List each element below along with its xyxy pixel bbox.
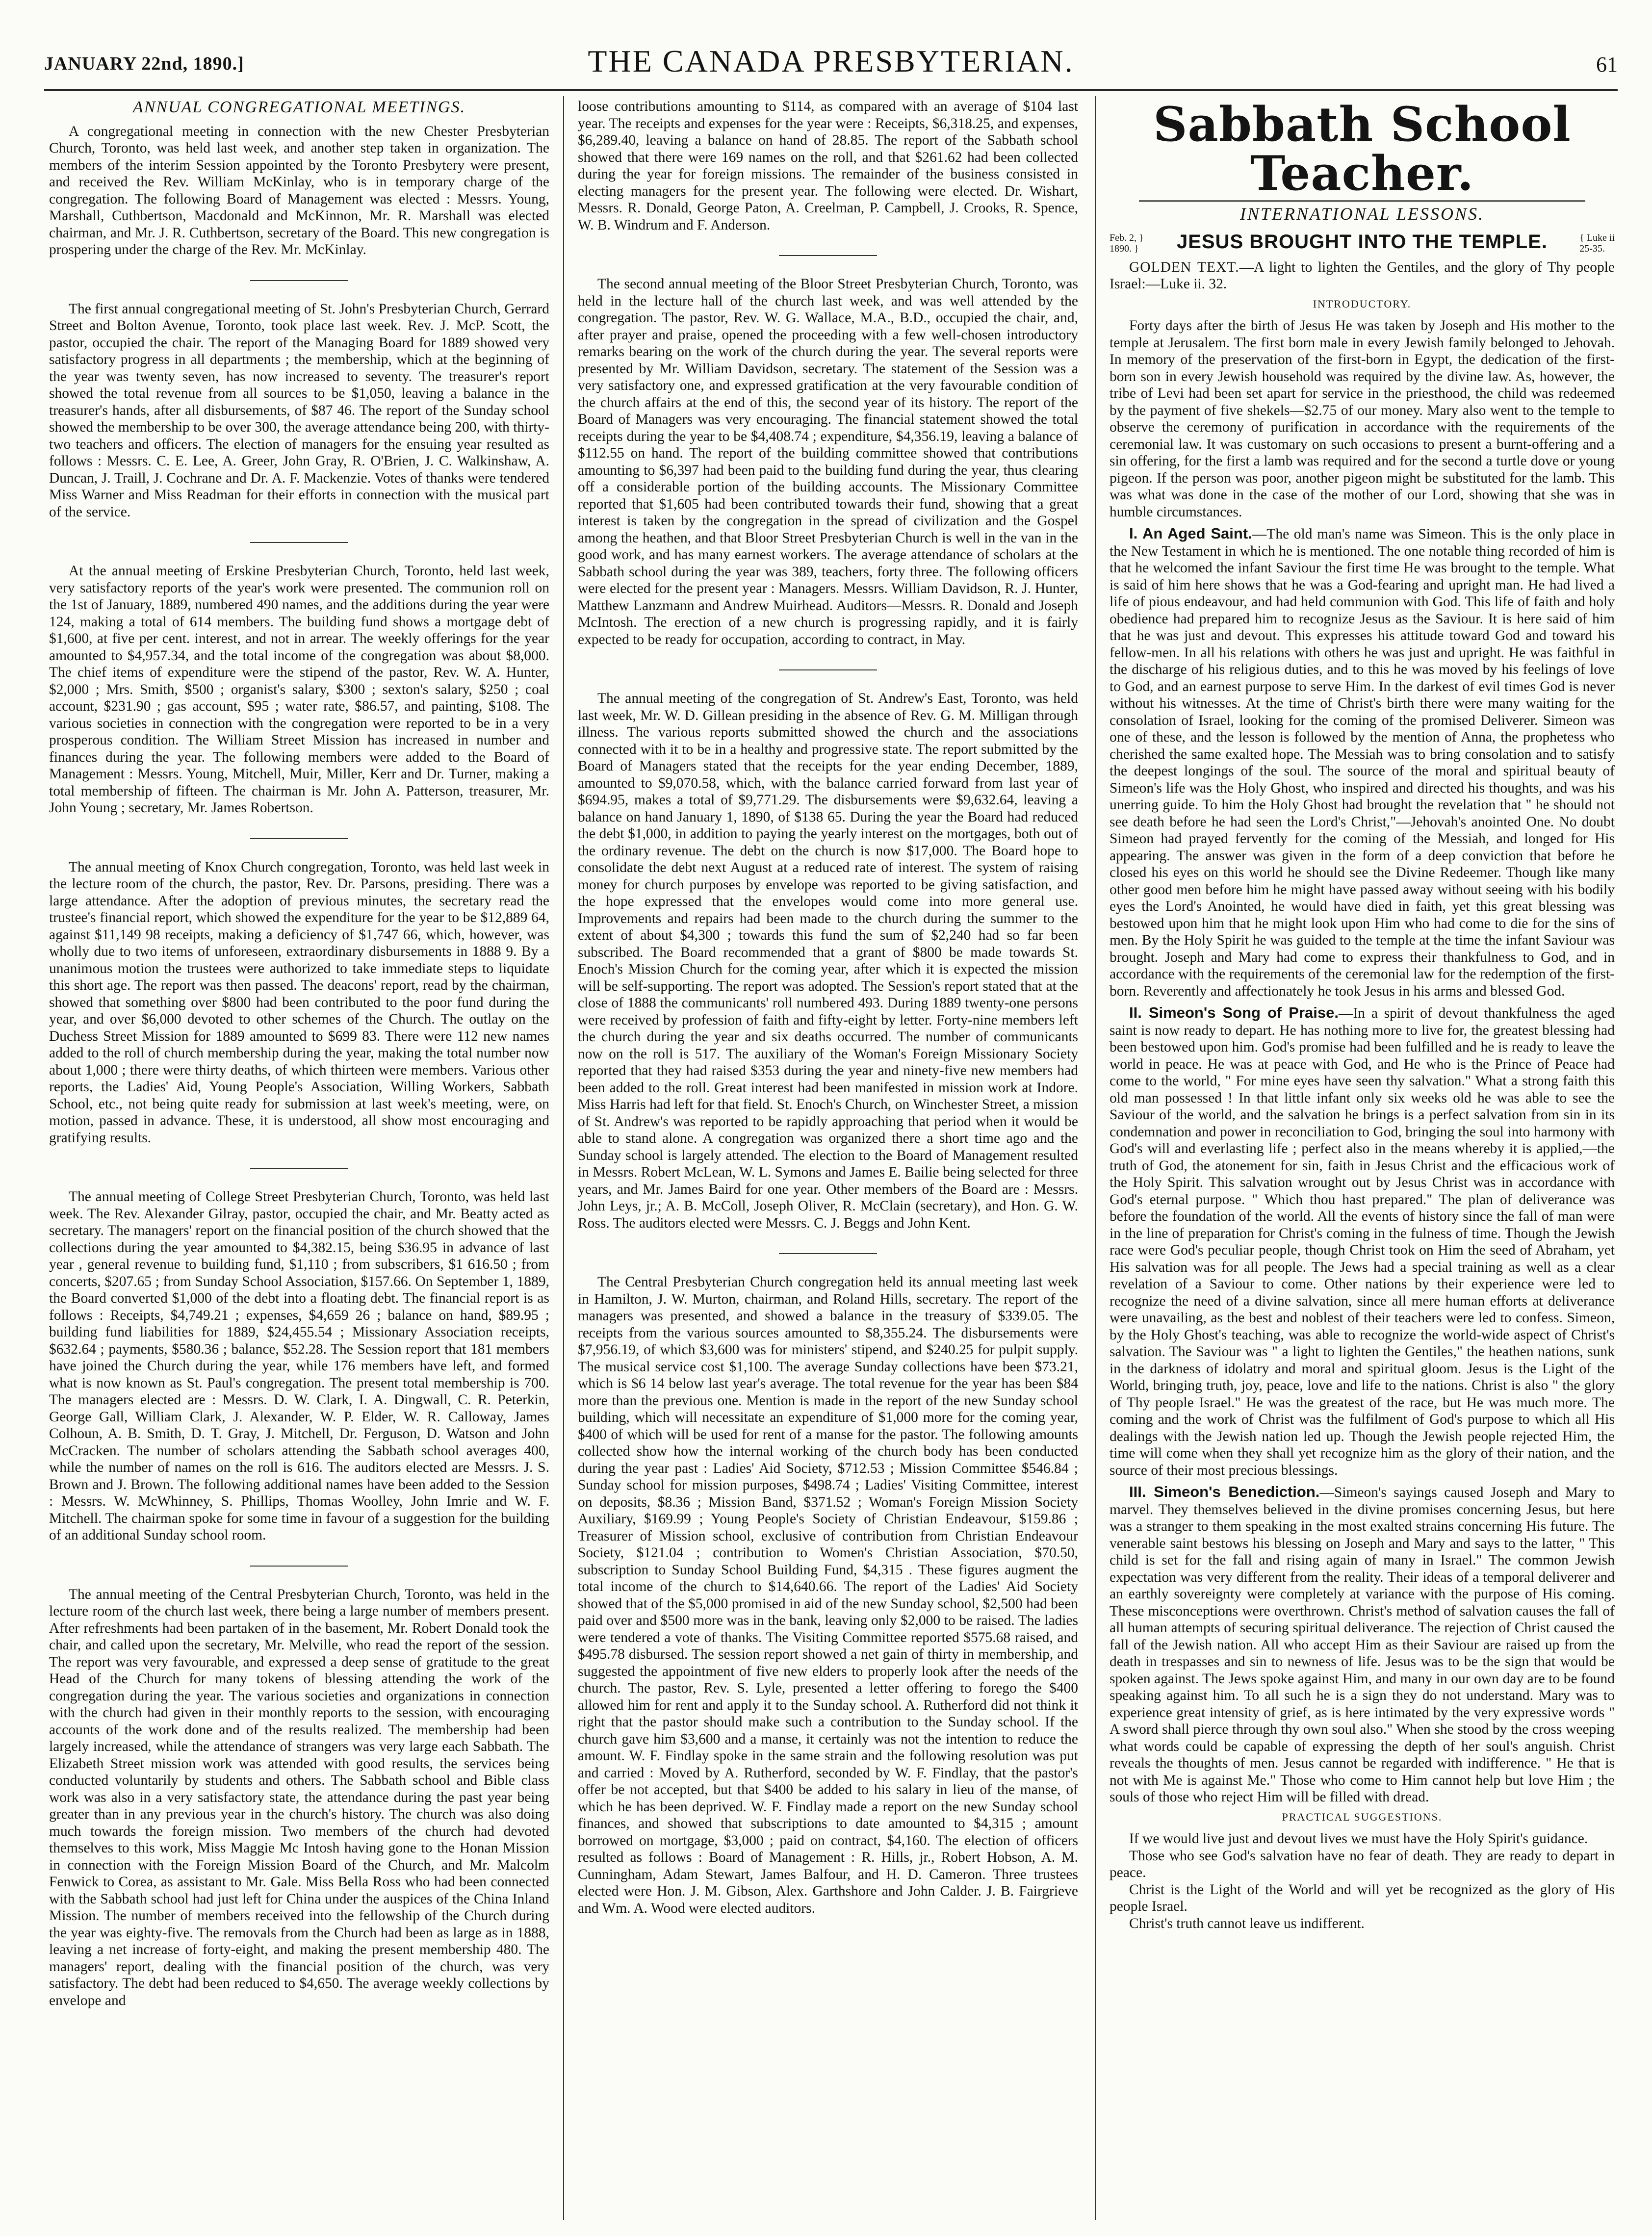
lessons-subhead: INTERNATIONAL LESSONS. bbox=[1239, 204, 1485, 224]
column-2 bbox=[578, 98, 1078, 2217]
lesson-section-title: I. An Aged Saint. bbox=[1129, 525, 1252, 542]
article-paragraph: The annual meeting of the Central Presbyterian Church, Toronto, was held in the lecture room of the church last week, there being a large number of members present. After refreshments had been partaken of in the basement, Mr. Robert Donald took the chair, and called upon the secretary, Mr. Melville, who read the report of the session. The report was very favourable, and expressed a deep sense of gratitude to the great Head of the Church for many tokens of blessing attending the work of the congregation during the year. The various societies and organizations in connection with the church had given in their monthly reports to the session, with encouraging accounts of the work done and of the results realized. The membership had been largely increased, while the attendance of strangers was very large each Sabbath. The Elizabeth Street mission work was attended with good results, the services being conducted voluntarily by students and others. The Sabbath school and Bible class work was also in a very satisfactory state, the attendance during the past year being greater than in any previous year in the church's history. The church was also doing much towards the foreign mission. Two members of the church had devoted themselves to this work, Miss Maggie Mc Intosh having gone to the Honan Mission in connection with the Foreign Mission Board of the Church, and Mr. Malcolm Fenwick to Corea, as assistant to Mr. Gale. Miss Bella Ross who had been connected with the Sabbath school had just left for China under the auspices of the China Inland Mission. The number of members received into the fellowship of the Church during the year was eighty-five. The removals from the Church had been as large as in 1888, leaving a net increase of forty-eight, and making the present membership 480. The managers' report, dealing with the financial position of the church, was very satisfactory. The debt had been reduced to $4,650. The average weekly collections by envelope and bbox=[49, 1586, 549, 2008]
header-rule bbox=[44, 89, 1618, 91]
lesson-title: JESUS BROUGHT INTO THE TEMPLE. bbox=[1177, 231, 1548, 253]
lesson-title-row bbox=[1110, 231, 1615, 259]
practical-item: Those who see God's salvation have no fear of death. They are ready to depart in peace. bbox=[1110, 1848, 1615, 1880]
lesson-section-title: III. Simeon's Benediction. bbox=[1129, 1483, 1320, 1500]
practical-item: If we would live just and devout lives we must have the Holy Spirit's guidance. bbox=[1129, 1831, 1588, 1847]
article-divider bbox=[779, 669, 877, 670]
article-paragraph: At the annual meeting of Erskine Presbyterian Church, Toronto, held last week, very satisfactory reports of the year's work were presented. The communion roll on the 1st of January, 1889, numbered 490 names, and the additions during the year were 124, making a total of 614 members. The building fund shows a mortgage debt of $1,600, at five per cent. interest, and not in arrear. The weekly offerings for the year amounted to $4,957.34, and the total income of the congregation was about $8,000. The chief items of expenditure were the stipend of the pastor, Rev. W. A. Hunter, $2,000 ; Mrs. Smith, $500 ; organist's salary, $300 ; sexton's salary, $250 ; coal account, $231.90 ; gas account, $95 ; water rate, $86.57, and painting, $108. The various societies in connection with the congregation were reported to be in a very prosperous condition. The William Street Mission has increased in number and finances during the year. The following members were added to the Board of Management : Messrs. Young, Mitchell, Muir, Miller, Kerr and Dr. Turner, making a total membership of fifteen. The chairman is Mr. John A. Patterson, treasurer, Mr. John Young ; secretary, Mr. James Robertson. bbox=[49, 563, 549, 816]
introductory-heading: INTRODUCTORY. bbox=[1313, 297, 1412, 310]
column-1 bbox=[49, 98, 549, 2217]
golden-text-body: —A light to lighten the Gentiles, and the glory of Thy people Israel:—Luke ii. 32. bbox=[1110, 259, 1615, 292]
lesson-date-line: 1890. } bbox=[1110, 243, 1139, 254]
lesson-section bbox=[1110, 1484, 1615, 1806]
column-divider bbox=[1095, 96, 1096, 2220]
issue-date: JANUARY 22nd, 1890.] bbox=[44, 53, 244, 74]
lesson-section-text: —In a spirit of devout thankfulness the aged saint is now ready to depart. He has nothing more to live for, the greatest blessing had been bestowed upon him. God's promise had been fulfilled and he is ready to leave the world in peace. He was at peace with God, and He who is the Prince of Peace had come to the world, " For mine eyes have seen thy salvation." What a strong faith this old man possessed ! In that little infant only six weeks old he was able to see the Saviour of the world, and the salvation he brings is a perfect salvation from sin in its condemnation and power in reconciliation to God, bringing the soul into harmony with God's will and everlasting life ; perfect also in the means whereby it is applied,—the truth of God, the atonement for sin, faith in Jesus Christ and the efficacious work of the Holy Spirit. This salvation wrought out by Jesus Christ was in accordance with God's eternal purpose. " Which thou hast prepared." The plan of deliverance was before the foundation of the world. All the events of history since the fall of man were in the line of preparation for Christ's coming in the fulness of time. Though the Jewish race were God's peculiar people, though Christ took on Him the seed of Abraham, yet His salvation was for all people. The Jews had a special training as well as a clear revelation of a Saviour to come. Other nations by their experience were led to recognize the need of a divine salvation, since all mere human efforts at deliverance were unavailing, as the best and noblest of their teachers were led to confess. Simeon, by the Holy Ghost's teaching, was able to recognize the world-wide aspect of Christ's salvation. The Saviour was " a light to lighten the Gentiles," the heathen nations, sunk in the darkness of idolatry and moral and spiritual gloom. Jesus is the Light of the World, bringing truth, joy, peace, love and life to the nations. Christ is also " the glory of Thy people Israel." He was the greatest of the race, but He was much more. The coming and the work of Christ was the fulfilment of God's purpose to which all His dealings with the Jewish nation led up. Though the Jewish people rejected Him, the time will come when they shall yet recognize him as the glory of their nation, and the source of their most precious blessings. bbox=[1110, 1005, 1615, 1478]
golden-text bbox=[1110, 259, 1615, 293]
lesson-reference bbox=[1579, 232, 1615, 254]
page-header bbox=[44, 43, 1618, 87]
lesson-section-title: II. Simeon's Song of Praise. bbox=[1129, 1004, 1339, 1021]
section-heading: ANNUAL CONGREGATIONAL MEETINGS. bbox=[132, 98, 466, 116]
article-paragraph: The Central Presbyterian Church congregation held its annual meeting last week in Hamilton, J. W. Murton, chairman, and Roland Hills, secretary. The report of the managers was presented, and showed a balance in the treasury of $339.05. The receipts from the various sources amounted to $8,355.24. The disbursements were $7,956.19, of which $3,600 was for ministers' stipend, and $240.25 for pulpit supply. The musical service cost $1,100. The average Sunday collections have been $73.21, which is $6 14 below last year's average. The total revenue for the year has been $84 more than the previous one. Mention is made in the report of the new Sunday school building, which will necessitate an expenditure of $1,000 more for the coming year, $400 of which will be used for rent of a manse for the pastor. The following amounts collected show how the internal working of the church body has been conducted during the year past : Ladies' Aid Society, $712.53 ; Mission Committee $546.84 ; Sunday school for mission purposes, $498.74 ; Ladies' Visiting Committee, interest on deposits, $8.36 ; Mission Band, $371.52 ; Woman's Foreign Mission Society Auxiliary, $169.99 ; Young People's Society of Christian Endeavour, $159.86 ; Treasurer of Mission school, exclusive of contribution from Christian Endeavour Society, $121.04 ; contribution to Women's Christian Association, $70.50, subscription to Sunday School Building Fund, $4,315 . These figures augment the total income of the church to $14,640.66. The report of the Ladies' Aid Society showed that of the $5,000 promised in aid of the new Sunday school, $2,500 had been paid over and $500 more was in the bank, leaving only $2,000 to be raised. The ladies were tendered a vote of thanks. The Visiting Committee reported $575.68 raised, and $495.78 disbursed. The session report showed a net gain of thirty in membership, and suggested the appointment of five new elders to properly look after the needs of the church. The pastor, Rev. S. Lyle, presented a letter offering to forego the $400 allowed him for rent and apply it to the Sunday school. A. Rutherford did not think it right that the pastor should make such a contribution to the Sunday school. If the church gave him $3,600 and a manse, it certainly was not the intention to reduce the amount. W. F. Findlay spoke in the same strain and the following resolution was put and carried : Moved by A. Rutherford, seconded by W. F. Findlay, that the pastor's offer be not accepted, but that $400 be added to his salary in lieu of the manse, of which he has been deprived. W. F. Findlay made a report on the new Sunday school finances, and showed that subscriptions to date amounted to $4,315 ; amount borrowed on mortgage, $3,000 ; paid on contract, $4,160. The election of officers resulted as follows : Board of Management : R. Hills, jr., Robert Hobson, A. M. Cunningham, Adam Stewart, James Balfour, and H. D. Cameron. Three trustees elected were Hon. J. M. Gibson, Alex. Garthshore and John Calder. J. B. Fairgrieve and Wm. A. Wood were elected auditors. bbox=[578, 1274, 1078, 1916]
article-divider bbox=[250, 280, 348, 281]
article-divider bbox=[250, 542, 348, 543]
introductory-paragraph: Forty days after the birth of Jesus He was taken by Joseph and His mother to the temple at Jerusalem. The first born male in every Jewish family belonged to Jehovah. In memory of the preservation of the first-born in Egypt, the dedication of the first-born son in every Jewish household was required by the divine law. As, however, the tribe of Levi had been set apart for service in the priesthood, the child was redeemed by the payment of five shekels—$2.75 of our money. Mary also went to the temple to observe the ceremony of purification in accordance with the requirements of the ceremonial law. It was customary on such occasions to present a burnt-offering and a sin offering, for the first a lamb was required and for the second a turtle dove or young pigeon. If the person was poor, another pigeon might be substituted for the lamb. This was what was done in the case of the mother of our Lord, showing that she was in humble circumstances. bbox=[1110, 318, 1615, 520]
lesson-ref-line: { Luke ii bbox=[1579, 232, 1615, 243]
article-paragraph: The annual meeting of Knox Church congregation, Toronto, was held last week in the lecture room of the church, the pastor, Rev. Dr. Parsons, presiding. There was a large attendance. After the adoption of previous minutes, the secretary read the trustee's financial report, which showed the expenditure for the year to be $12,889 64, against $11,149 98 receipts, making a deficiency of $1,747 66, which, however, was wholly due to two items of unforeseen, extraordinary disbursements in 1888 9. By a unanimous motion the trustees were authorized to take immediate steps to liquidate this short age. The report was then passed. The deacons' report, read by the chairman, showed that something over $800 had been contributed to the poor fund during the year, and over $6,000 devoted to other schemes of the Church. The outlay on the Duchess Street Mission for 1889 amounted to $699 83. There were 112 new names added to the roll of church membership during the year, making the total number now about 1,000 ; there were thirty deaths, of which thirteen were members. Various other reports, the Ladies' Aid, Young People's Association, Willing Workers, Sabbath School, etc., not being quite ready for submission at last week's meeting, were, on motion, passed in advance. These, it is understood, all show most encouraging and gratifying results. bbox=[49, 859, 549, 1146]
article-divider bbox=[779, 1253, 877, 1254]
article-paragraph: The first annual congregational meeting of St. John's Presbyterian Church, Gerrard Street and Bolton Avenue, Toronto, took place last week. Rev. J. McP. Scott, the pastor, occupied the chair. The report of the Managing Board for 1889 showed very satisfactory progress in all departments ; the membership, which at the beginning of the year was twenty seven, has now increased to seventy. The treasurer's report showed the total revenue from all sources to be $1,050, leaving a balance in the treasurer's hands, after all disbursements, of $87 46. The report of the Sunday school showed the membership to be over 300, the average attendance being 200, with thirty-two teachers and officers. The election of managers for the ensuing year resulted as follows : Messrs. C. E. Lee, A. Greer, John Gray, R. O'Brien, J. C. Walkinshaw, A. Duncan, J. Traill, J. Cochrane and Dr. A. F. Mackenzie. Votes of thanks were tendered Miss Warner and Miss Readman for their efforts in connection with the musical part of the service. bbox=[49, 301, 549, 520]
article-paragraph: The annual meeting of College Street Presbyterian Church, Toronto, was held last week. The Rev. Alexander Gilray, pastor, occupied the chair, and Mr. Beatty acted as secretary. The managers' report on the financial position of the church showed that the collections during the year amounted to $4,382.15, being $36.95 in advance of last year , general revenue to building fund, $1,110 ; from subscribers, $1 616.50 ; from concerts, $207.65 ; from Sunday School Association, $157.66. On September 1, 1889, the Board converted $1,000 of the debt into a floating debt. The financial report is as follows : Receipts, $4,749.21 ; expenses, $4,659 26 ; balance on hand, $89.95 ; building fund liabilities for 1889, $24,455.54 ; Missionary Association receipts, $632.64 ; payments, $580.36 ; balance, $52.28. The Session report that 181 members have joined the Church during the year, while 176 members have left, and formed what is now known as St. Paul's congregation. The present total membership is 700. The managers elected are : Messrs. D. W. Clark, I. A. Dingwall, C. R. Peterkin, George Gall, William Clark, J. Alexander, W. P. Elder, W. R. Calloway, James Colhoun, A. B. Smith, D. T. Gray, J. Mitchell, Dr. Ferguson, D. Watson and John McCracken. The number of scholars attending the Sabbath school averages 400, while the number of names on the roll is 616. The auditors elected are Messrs. J. S. Brown and J. Brown. The following additional names have been added to the Session : Messrs. W. McWhinney, S. Phillips, Thomas Woolley, John Imrie and W. F. Mitchell. The chairman spoke for some time in favour of a suggestion for the building of an additional Sunday school room. bbox=[49, 1189, 549, 1543]
article-divider bbox=[250, 1566, 348, 1567]
section-masthead: Sabbath School Teacher. bbox=[1153, 98, 1571, 201]
lesson-section bbox=[1110, 525, 1615, 1000]
column-3 bbox=[1110, 98, 1615, 2217]
lesson-date-line: Feb. 2, } bbox=[1110, 232, 1144, 243]
article-paragraph: The second annual meeting of the Bloor Street Presbyterian Church, Toronto, was held in the lecture hall of the church last week, and was well attended by the congregation. The pastor, Rev. W. G. Wallace, M.A., B.D., occupied the chair, and, after prayer and praise, opened the proceeding with a few well-chosen introductory remarks bearing on the work of the church during the year. The several reports were presented by Mr. William Davidson, secretary. The statement of the Session was a very satisfactory one, and expressed gratification at the very favourable condition of the church affairs at the end of this, the second year of its history. The report of the Board of Managers was very encouraging. The financial statement showed the total receipts during the year to be $4,408.74 ; expenditure, $4,356.19, leaving a balance of $112.55 on hand. The report of the building committee showed that contributions amounting to $6,397 had been paid to the building fund during the year, thus clearing off a considerable portion of the building accounts. The Missionary Committee reported that $1,605 had been contributed towards their fund, showing that a great interest is taken by the congregation in the spread of civilization and the Gospel among the heathen, and that Bloor Street Presbyterian Church is well in the van in the good work, and has many earnest workers. The average attendance of scholars at the Sabbath school during the year was 389, teachers, forty three. The following officers were elected for the present year : Managers. Messrs. William Davidson, R. J. Hunter, Matthew Lanzmann and Andrew Muirhead. Auditors—Messrs. R. Donald and Joseph McIntosh. The erection of a new church is progressing rapidly, and it is fairly expected to be ready for occupation, according to contract, in May. bbox=[578, 276, 1078, 647]
lesson-section bbox=[1110, 1004, 1615, 1479]
article-paragraph: The annual meeting of the congregation of St. Andrew's East, Toronto, was held last week, Mr. W. D. Gillean presiding in the absence of Rev. G. M. Milligan through illness. The various reports submitted showed the church and the associations connected with it to be in a healthy and progressive state. The report submitted by the Board of Managers stated that the receipts for the year ending December, 1889, amounted to $9,070.58, which, with the balance carried forward from last year of $694.95, makes a total of $9,771.29. The disbursements were $9,632.64, leaving a balance on hand January 1, 1890, of $138 65. During the year the Board had reduced the debt $1,000, in addition to paying the yearly interest on the mortgages, both out of the ordinary revenue. The debt on the church is now $17,000. The Board hope to consolidate the debt next August at a reduced rate of interest. The system of raising money for church purposes by envelope was reported to be giving satisfaction, and the hope expressed that the envelopes would come into more general use. Improvements and repairs had been made to the church during the summer to the extent of about $4,300 ; towards this fund the sum of $2,240 had so far been subscribed. The Board recommended that a grant of $800 be made towards St. Enoch's Mission Church for the coming year, after which it is expected the mission will be self-supporting. The report was adopted. The Session's report stated that at the close of 1888 the communicants' roll numbered 493. During 1889 twenty-one persons were received by profession of faith and fifty-eight by letter. Forty-nine members left the church during the year and six deaths occurred. The number of communicants now on the roll is 517. The auxiliary of the Woman's Foreign Missionary Society reported that they had raised $353 during the year and ninety-five new members had been added to the roll. Great interest had been manifested in mission work at Indore. Miss Harris had left for that field. St. Enoch's Church, on Winchester Street, a mission of St. Andrew's was reported to be rapidly approaching that period when it would be able to stand alone. A congregation was organized there a short time ago and the Sunday school is largely attended. The election to the Board of Management resulted in Messrs. Robert McLean, W. L. Symons and James E. Bailie being selected for three years, and Mr. James Baird for one year. Other members of the Board are : Messrs. John Leys, jr.; A. B. McColl, Joseph Oliver, R. McClain (secretary), and Hon. G. W. Ross. The auditors elected were Messrs. C. J. Beggs and John Kent. bbox=[578, 691, 1078, 1231]
practical-item: Christ's truth cannot leave us indifferent. bbox=[1129, 1915, 1365, 1931]
article-paragraph: loose contributions amounting to $114, as compared with an average of $104 last year. The receipts and expenses for the year were : Receipts, $6,318.25, and expenses, $6,289.40, leaving a balance on hand of 28.85. The report of the Sabbath school showed that there were 169 names on the roll, and that $261.62 had been collected during the year for foreign missions. The remainder of the business consisted in electing managers for the present year. The following were elected. Dr. Wishart, Messrs. R. Donald, George Paton, A. Creelman, P. Campbell, J. Crooks, R. Spence, W. B. Windrum and F. Anderson. bbox=[578, 99, 1078, 233]
golden-text-label: GOLDEN TEXT. bbox=[1129, 259, 1239, 275]
lesson-ref-line: 25-35. bbox=[1579, 243, 1605, 254]
article-divider bbox=[250, 838, 348, 839]
practical-heading: PRACTICAL SUGGESTIONS. bbox=[1282, 1810, 1443, 1823]
lesson-section-text: —Simeon's sayings caused Joseph and Mary to marvel. They themselves believed in the divine promises concerning Jesus, but here was a stranger to them speaking in the most exalted strains concerning His future. The venerable saint bestows his blessing on Joseph and Mary and says to the latter, " This child is set for the fall and rising again of many in Israel." The common Jewish expectation was very different from the reality. Their ideas of a temporal deliverer and an earthly sovereignty were completely at variance with the purpose of His coming. These misconceptions were overthrown. Christ's method of salvation causes the fall of all human attempts of securing spiritual deliverance. The rejection of Christ caused the fall of the Jewish nation. All who accept Him as their Saviour are raised up from the death in trespasses and sin to newness of life. Jesus was to be the sign that would be spoken against. The Jews spoke against Him, and many in our own day are to be found speaking against him. To all such he is a sign they do not understand. Mary was to experience great intensity of grief, as is here intimated by the very expressive words " A sword shall pierce through thy own soul also." When she stood by the cross weeping what words could be capable of expressing the depth of her soul's anguish. Christ reveals the thoughts of men. Jesus cannot be regarded with indifference. " He that is not with Me is against Me." Those who come to Him cannot help but love Him ; the souls of those who reject Him will be filled with dread. bbox=[1110, 1485, 1615, 1805]
column-divider bbox=[563, 96, 564, 2220]
article-divider bbox=[250, 1168, 348, 1169]
article-divider bbox=[779, 255, 877, 256]
page-number: 61 bbox=[1596, 52, 1618, 77]
lesson-section-text: —The old man's name was Simeon. This is the only place in the New Testament in which he is mentioned. The one notable thing recorded of him is that he welcomed the infant Saviour the first time He was brought to the temple. What is said of him here shows that he was a God-fearing and upright man. He had lived a life of pious endeavour, and had held communion with God. This life of faith and holy obedience had prepared him to recognize Jesus as the Saviour. It is here said of him that he was just and devout. This expresses his attitude toward God and toward his fellow-men. In all his relations with others he was just and upright. He was faithful in the discharge of his religious duties, and to this he was moved by his feelings of love to God, and an earnest purpose to serve Him. In the darkest of evil times God is never without his witnesses. At the time of Christ's birth there were many waiting for the consolation of Israel, looking for the coming of the promised Deliverer. Simeon was one of these, and the lesson is followed by the mention of Anna, the prophetess who cherished the same exalted hope. The Messiah was to bring consolation and to satisfy the deepest longings of the soul. The source of the moral and spiritual beauty of Simeon's life was the Holy Ghost, who inspired and directed his thoughts, and was his unerring guide. To him the Holy Ghost had brought the revelation that " he should not see death before he had seen the Lord's Christ,"—Jehovah's anointed One. No doubt Simeon had prayed fervently for the coming of the Messiah, and longed for His appearing. The answer was given in the form of a deep conviction that before he closed his eyes on this world he should see the Divine Redeemer. Though like many other good men before him he might have passed away without seeing with his bodily eyes the Lord's Anointed, he would have died in faith, yet this great blessing was bestowed upon him that he might look upon Him who had come to die for the sins of men. By the Holy Spirit he was guided to the temple at the time the infant Saviour was brought. Joseph and Mary had come to express their thankfulness to God, and in accordance with the requirements of the ceremonial law for the redemption of the first-born. Reverently and affectionately he took Jesus in his arms and blessed God. bbox=[1110, 526, 1615, 999]
publication-title: THE CANADA PRESBYTERIAN. bbox=[588, 44, 1074, 78]
article-paragraph: A congregational meeting in connection with the new Chester Presbyterian Church, Toronto, was held last week, and another step taken in organization. The members of the interim Session appointed by the Toronto Presbytery were present, and received the Rev. William McKinlay, who is in temporary charge of the congregation. The following Board of Management was elected : Messrs. Young, Marshall, Cuthbertson, Macdonald and McKinnon, Mr. R. Marshall was elected chairman, and Mr. J. R. Cuthbertson, secretary of the Board. This new congregation is prospering under the charge of the Rev. Mr. McKinlay. bbox=[49, 123, 549, 257]
practical-item: Christ is the Light of the World and will yet be recognized as the glory of His people Israel. bbox=[1110, 1881, 1615, 1914]
